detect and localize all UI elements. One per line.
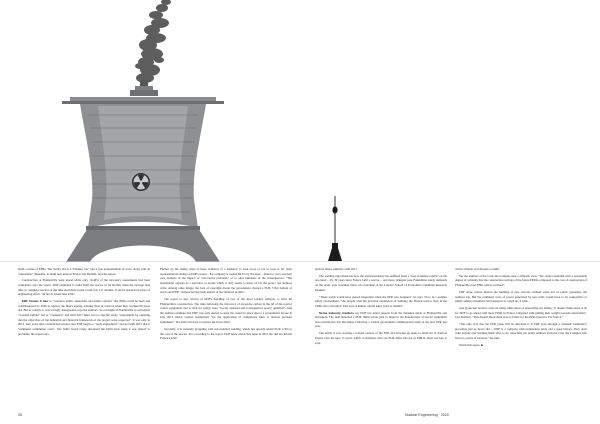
paragraph: will be simpler and cheaper to build. xyxy=(455,267,500,271)
tower-top xyxy=(62,80,224,104)
paragraph-lead-in: Some industry insiders xyxy=(319,310,354,315)
paragraph: Construction at Flamanville went ahead while only 10-40% of the necessary assessments had been completed, says the report. EDF estimated it could build the reactor in 54 months when the average lead time to complete reactors at the time elsewhere in the world was 131 months. It said it needed ten years of engineering effort. "In fact it would take 22m". xyxy=(18,278,150,297)
distant-tower-icon xyxy=(328,196,342,261)
publication-footer: Nuclear Engineering · 2020 xyxy=(405,413,449,417)
paragraph-lead-in: EDF knows it has xyxy=(22,299,49,304)
article-column-3 xyxy=(315,267,447,347)
paragraph: The report is also critical of EDF's handling of two of the most notable setbacks to have hit Flamanville's construction. The risks following the discovery of excessive carbon in the lid of the reactor vessel, equipment that is vital for safety, were "poorly assessed and consequences poorly qualified". And the auditors estimate that EDF was only alerted to keep the vessel in place due to a government decree in July 2017 which created exemptions "for the application of compliance rules to nuclear pressure equipment". The firm will have to replace the lid in 2024. xyxy=(160,296,292,325)
paragraph: "These welds would have passed inspection when the EPR was designed," he says. Now, in a tougher safety environment, "the people with the practical experience of building the French reactor fleet in the 1980s have all retired. This loss of human capital takes years to rebuild". xyxy=(315,294,447,308)
paragraph: build a series of EPRs. The rivalry led to a "bidding war" and a vast underestimate of costs, along with an "unrealistic" timetable, to build new units in France and Finland, says the report. xyxy=(18,267,150,276)
article-column-2 xyxy=(160,267,292,343)
end-of-article-icon: ■ xyxy=(480,342,483,347)
paragraph: Secondly, it is currently grappling with sub-standard welding, which has already added EUR 1.5bn to the cost of the reactor. Yet, according to the report, EDF knew about this issue in 2015 but did not inform France's ASN xyxy=(160,326,292,341)
paragraph: The utility is now treating a revised version of the EPR and drawing up plans to build six of them in France over the next 15 years, which it estimates will cost EUR 46bn. Known as EPR2s, these reactors, it says, xyxy=(315,331,447,345)
radiation-icon xyxy=(132,173,150,191)
paragraph: Further up the ladder, there is more evidence of a tendency to look away or not to look at all. State representatives sitting on EDF's board – the company is owned 84.7% by the state – failed to carry out their own analysis of the impact of "successive problems" or to alert ministers of the consequences. "The shareholder appears as a spectator of events which it only seems to know of via the press", the auditors write. Among other things, the lack of oversight meant the government cleared a EUR 7.5bn bailout of Areva and EDF "without having been alerted of the situation in time". xyxy=(160,267,292,295)
article-column-1 xyxy=(18,267,150,338)
paragraph: EDF knows it has to "convince public authorities and public opinion" that EPRs could be built and commissioned by 2020 to replace the fleet's ageing, existing fleet of reactors when they reached 60 years old. But to comply, it was wrongly disregarded, says the auditors. So oversight at Flamanville as self-styled "accident builder" led to "confusion" and until 2017 there was no specific entity "responsible for ensuring that the objectives of the industrial and financial framework of the project were respected". It was only in 2012, four years after construction started, that EDF began to "track expenditure" and not until 2015 that it "estimated completion costs". The firm's board rarely discussed the build even when it was alerted to problems, the report says. xyxy=(18,299,150,336)
paragraph: Yet the auditors at the Cour des Comptes take a different view. "We cannot establish with a reasonable degree of certainty that the construction savings of the future EPR2s compared to the cost of construction of Flamanville-type EPRs will be realised". xyxy=(455,273,587,288)
paragraph: "The only way that the EPR plans will be desolved is if EDF goes through a dramatic bankruptcy procedure just as Areva did ... EDF is a company with tremendous pride and a great history. They don't want anyone else teaching them what to do, especially not pesky auditors from the Cour des Comptes who have no power of sanction," he adds. xyxy=(455,322,587,340)
cooling-tower-highlight xyxy=(98,106,188,220)
paragraph: EDF alone cannot finance the building of new reactors without some sort of public guarantee, the auditors say. But the estimated costs of power generated by new units would have to be competitive to justify asking consumers and taxpayers to cough up, it adds. xyxy=(455,289,587,304)
paragraph: nuclear safety authority until 2017. xyxy=(315,267,358,271)
paragraph: Some industry insiders say EDF has learnt lessons from the mistakes made at Flamanville and elsewhere. The firm launched a EUR 100m action plan to improve the manufacture of reactor equipment and construction last December following a critical government-commissioned audit of the new EPR last year. xyxy=(315,310,447,329)
article-column-4 xyxy=(455,267,587,350)
paragraph: And given that nuclear costs are rising while those of renewables are falling, "it doesn't make sense at all for EDF to go ahead with more EPRs in France compared with pulling their weight towards renewables", says Ramsay. "This doesn't mean there was no future for the EPR, however. Far from it." xyxy=(455,305,587,320)
tower-base xyxy=(66,226,220,262)
page-number: 26 xyxy=(18,413,22,417)
paragraph: The welding saga illustrates how the nuclear industry has suffered from a "loss of human capital" on the one hand – it's 30 years since France built a reactor – and more stringent post-Fukushima safety demands on the other, says Jonathan Stern, an economist at the London School of Economics Grantham Research Institute. xyxy=(315,273,447,292)
paragraph: Watch this space. ■ xyxy=(459,342,483,347)
smoke-plume xyxy=(135,0,171,83)
